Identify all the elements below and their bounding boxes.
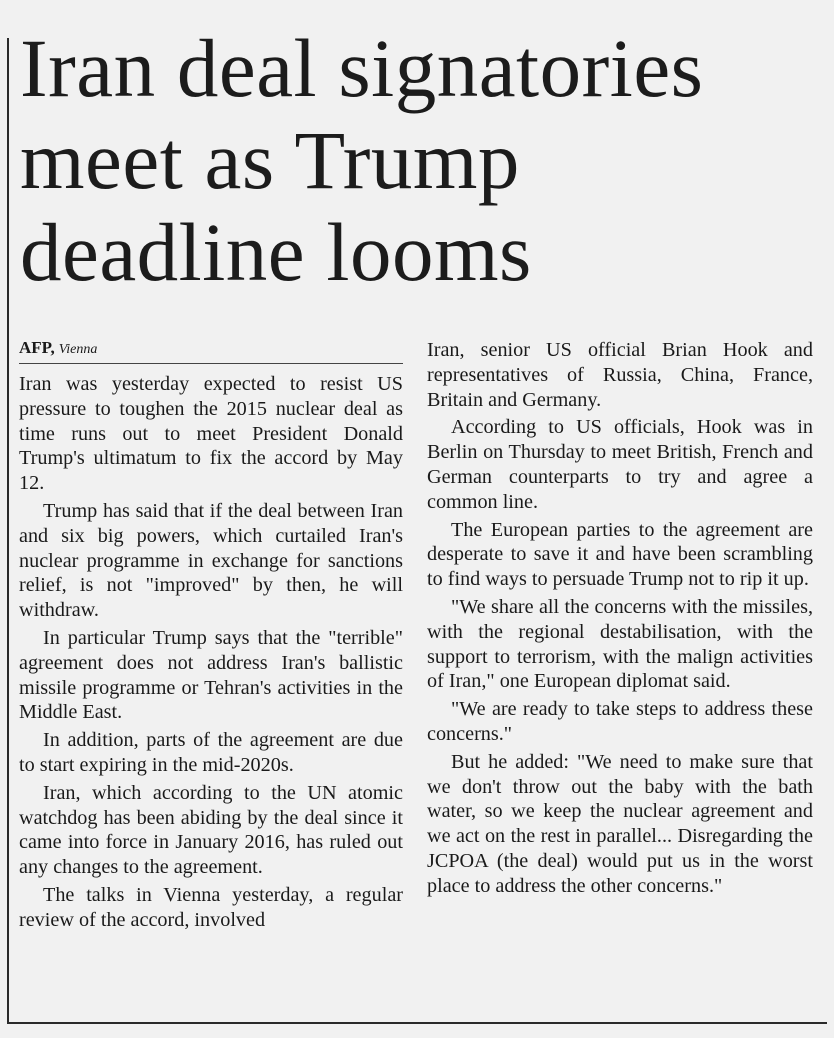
article-paragraph: In particular Trump says that the "terrible" agreement does not address Iran's ballistic missile programme or Tehran's activities in the Middle East. <box>19 626 403 724</box>
left-column-rule <box>7 38 9 1023</box>
article-paragraph: In addition, parts of the agreement are due to start expiring in the mid-2020s. <box>19 729 403 776</box>
article-paragraph: Iran, senior US official Brian Hook and representatives of Russia, China, France, Britain and Germany. <box>427 339 813 411</box>
article-paragraph: According to US officials, Hook was in Berlin on Thursday to meet British, French and German counterparts to try and agree a common line. <box>427 416 813 513</box>
article-paragraph: "We share all the concerns with the missiles, with the regional destabilisation, with the support to terrorism, with the malign activities of Iran," one European diplomat said. <box>427 595 813 693</box>
article-paragraph: Trump has said that if the deal between Iran and six big powers, which curtailed Iran's nuclear programme in exchange for sanctions relief, is not "improved" by then, he will withdraw. <box>19 499 403 622</box>
byline-location: Vienna <box>58 342 98 357</box>
article-column-left <box>19 338 403 936</box>
headline <box>20 22 820 298</box>
article-paragraph: Iran, which according to the UN atomic watchdog has been abiding by the deal since it came into force in January 2016, has ruled out any changes to the agreement. <box>19 781 403 879</box>
article-paragraph: The European parties to the agreement are desperate to save it and have been scrambling to find ways to persuade Trump not to rip it up. <box>427 518 813 591</box>
headline-line-2: meet as Trump <box>20 114 520 206</box>
headline-line-1: Iran deal signatories <box>20 22 704 114</box>
byline <box>19 338 403 364</box>
headline-line-3: deadline looms <box>20 206 532 298</box>
article-paragraph: Iran was yesterday expected to resist US pressure to toughen the 2015 nuclear deal as time runs out to meet President Donald Trump's ultimatum to fix the accord by May 12. <box>19 373 403 495</box>
bottom-rule <box>7 1022 827 1024</box>
article-column-right <box>427 338 813 902</box>
article-paragraph: But he added: "We need to make sure that we don't throw out the baby with the bath water, so we keep the nuclear agreement and we act on the rest in parallel... Disregarding the JCPOA (the deal) would put us in the worst place to address the other concerns." <box>427 750 813 897</box>
byline-agency: AFP, <box>19 338 55 357</box>
article-paragraph: "We are ready to take steps to address these concerns." <box>427 698 813 745</box>
article-paragraph: The talks in Vienna yesterday, a regular review of the accord, involved <box>19 883 403 931</box>
